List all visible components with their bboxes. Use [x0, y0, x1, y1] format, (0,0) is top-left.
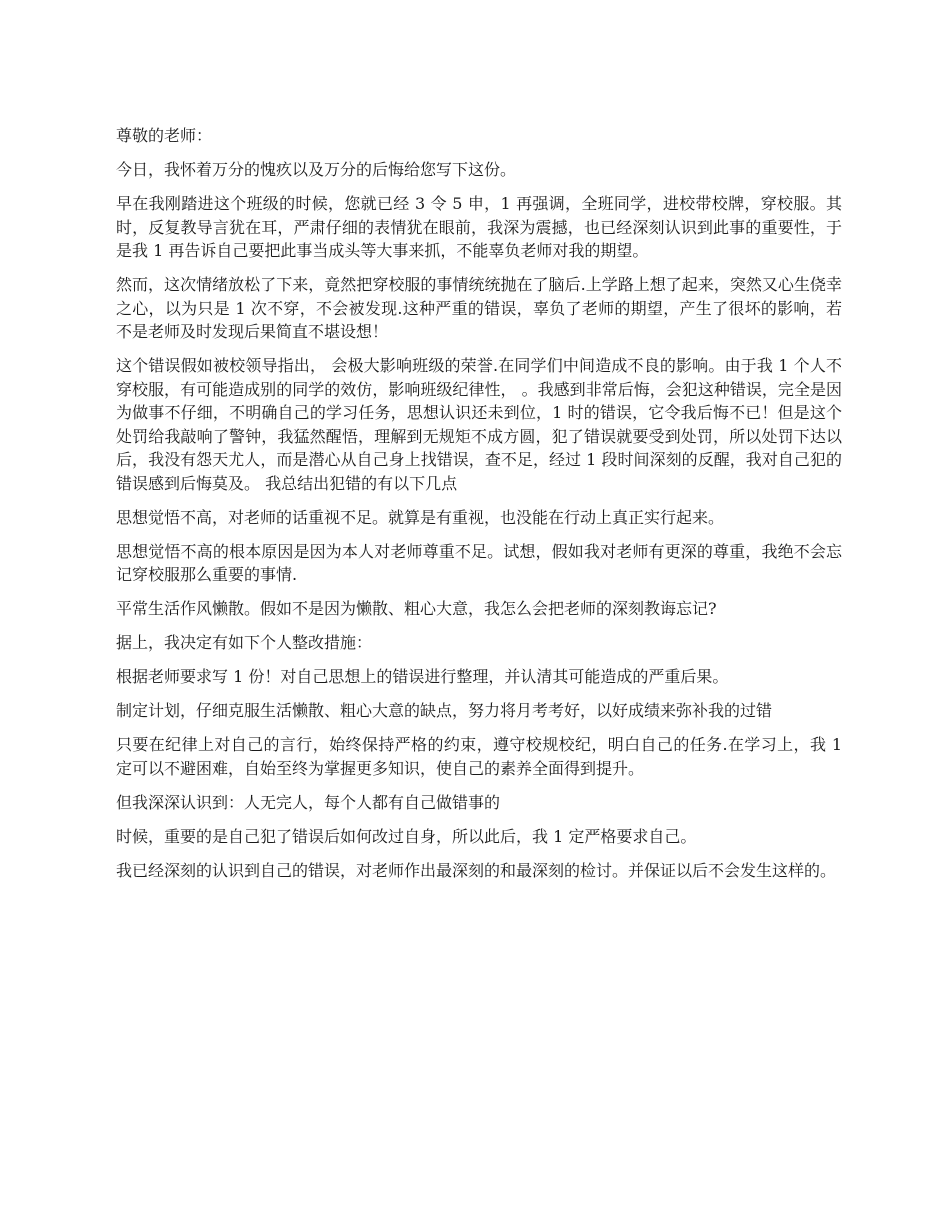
document-body	[116, 124, 842, 893]
paragraph-measure-3: 只要在纪律上对自己的言行，始终保持严格的约束，遵守校规校纪，明白自己的任务.在学习上，我 1 定可以不避困难，自始至终为掌握更多知识，使自己的素养全面得到提升。	[116, 735, 842, 778]
paragraph-opening: 今日，我怀着万分的愧疚以及万分的后悔给您写下这份。	[116, 160, 517, 179]
paragraph-measures-intro: 据上，我决定有如下个人整改措施：	[116, 633, 373, 652]
paragraph-point-3: 平常生活作风懒散。假如不是因为懒散、粗心大意，我怎么会把老师的深刻教诲忘记?	[116, 599, 717, 618]
paragraph-point-2: 思想觉悟不高的根本原因是因为本人对老师尊重不足。试想，假如我对老师有更深的尊重，我绝不会忘记穿校服那么重要的事情.	[116, 541, 842, 584]
paragraph-commitment: 时候，重要的是自己犯了错误后如何改过自身，所以此后，我 1 定严格要求自己。	[116, 826, 697, 846]
paragraph-mistake: 然而，这次情绪放松了下来，竟然把穿校服的事情统统抛在了脑后.上学路上想了起来，突然又心生侥幸之心，以为只是 1 次不穿，不会被发现.这种严重的错误，辜负了老师的期望，产生了很坏的影响，若不是老师及时发现后果简直不堪设想！	[116, 275, 842, 341]
paragraph-reflection: 这个错误假如被校领导指出， 会极大影响班级的荣誉.在同学们中间造成不良的影响。由于我 1 个人不穿校服，有可能造成别的同学的效仿，影响班级纪律性， 。我感到非常后悔，会犯这种错误，完全是因为做事不仔细，不明确自己的学习任务，思想认识还未到位，1 时的错误，它令我后悔不已！但是这个处罚给我敲响了警钟，我猛然醒悟，理解到无规矩不成方圆，犯了错误就要受到处罚，所以处罚下达以后，我没有怨天尤人，而是潜心从自己身上找错误，查不足，经过 1 段时间深刻的反醒，我对自己犯的错误感到后悔莫及。 我总结出犯错的有以下几点	[116, 356, 842, 493]
paragraph-point-1: 思想觉悟不高，对老师的话重视不足。就算是有重视，也没能在行动上真正实行起来。	[116, 507, 725, 527]
paragraph-measure-1: 根据老师要求写 1 份！对自己思想上的错误进行整理，并认清其可能造成的严重后果。	[116, 667, 729, 686]
paragraph-measure-2: 制定计划，仔细克服生活懒散、粗心大意的缺点，努力将月考考好，以好成绩来弥补我的过错	[116, 701, 773, 720]
salutation: 尊敬的老师：	[116, 126, 213, 145]
paragraph-background: 早在我刚踏进这个班级的时候，您就已经 3 令 5 申，1 再强调，全班同学，进校带校牌，穿校服。其时，反复教导言犹在耳，严肃仔细的表情犹在眼前，我深为震撼，也已经深刻认识到此事的重要性，于是我 1 再告诉自己要把此事当成头等大事来抓，不能辜负老师对我的期望。	[116, 194, 842, 260]
paragraph-closing: 我已经深刻的认识到自己的错误，对老师作出最深刻的和最深刻的检讨。并保证以后不会发生这样的。	[116, 860, 837, 880]
paragraph-realization: 但我深深认识到：人无完人，每个人都有自己做错事的	[116, 792, 501, 812]
